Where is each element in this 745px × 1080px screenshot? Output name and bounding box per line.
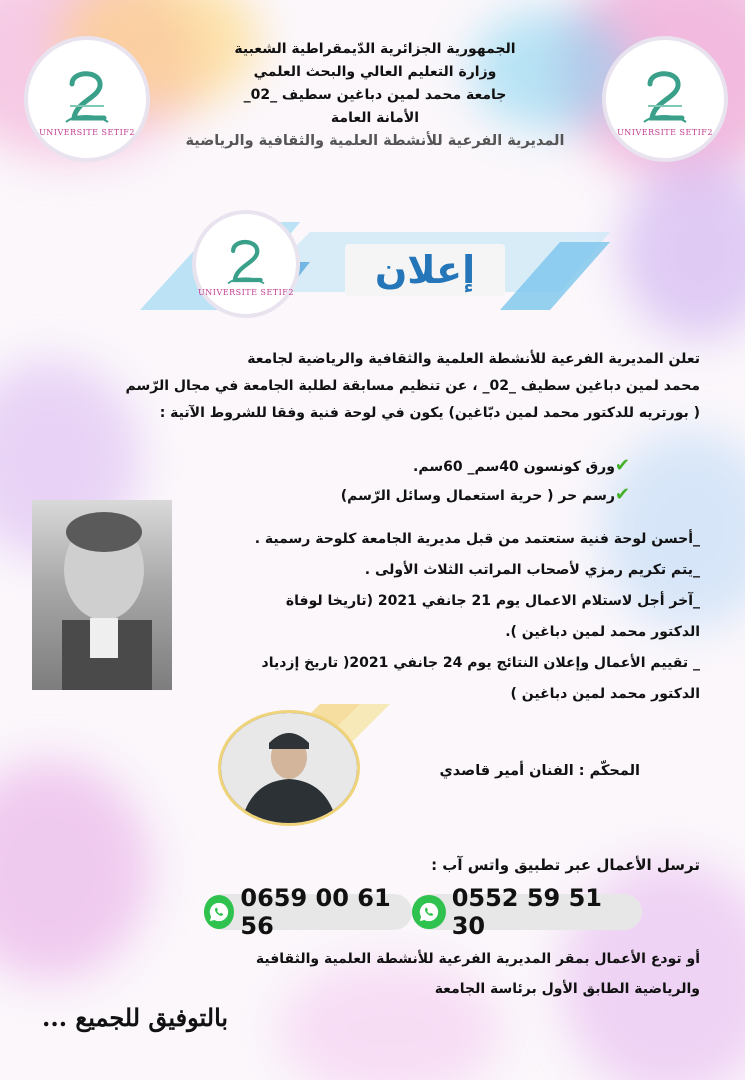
document-header xyxy=(150,38,600,153)
logo-caption: UNIVERSITE SETIF2 xyxy=(39,127,135,137)
send-instructions: ترسل الأعمال عبر تطبيق واتس آب : xyxy=(431,856,700,874)
university-logo-right xyxy=(606,40,724,158)
rules-list xyxy=(180,524,700,710)
rule-item: الدكتور محمد لمين دباغين ) xyxy=(510,686,700,702)
header-republic: الجمهورية الجزائرية الدّيمقراطية الشعبية xyxy=(234,41,516,57)
university-emblem-icon xyxy=(216,232,276,292)
condition-item xyxy=(330,452,630,481)
rule-item: _ تقييم الأعمال وإعلان النتائج يوم 24 جانفي 2021( تاريخ إزدياد xyxy=(261,655,700,671)
rule-item: _أحسن لوحة فنية ستعتمد من قبل مديرية الجامعة كلوحة رسمية . xyxy=(254,531,700,547)
rule-item: _آخر أجل لاستلام الاعمال يوم 21 جانفي 2021 (تاريخا لوفاة xyxy=(285,593,700,609)
whatsapp-icon xyxy=(412,895,446,929)
condition-text: رسم حر ( حرية استعمال وسائل الرّسم) xyxy=(340,488,615,504)
university-logo-left xyxy=(28,40,146,158)
whatsapp-number-left xyxy=(204,884,412,940)
announcement-title: إعلان xyxy=(345,244,505,296)
header-university: جامعة محمد لمين دباغين سطيف _02_ xyxy=(243,87,507,103)
closing-wish: بالتوفيق للجميع ... xyxy=(42,1003,229,1032)
deposit-paragraph xyxy=(60,944,700,1004)
check-icon: ✔ xyxy=(614,484,630,505)
intro-line: تعلن المديرية الفرعية للأنشطة العلمية والثقافية والرياضية لجامعة xyxy=(247,351,700,367)
intro-line: ( بورتريه للدكتور محمد لمين دبّاغين) يكون في لوحة فنية وفقا للشروط الآتية : xyxy=(159,405,700,421)
judge-label: المحكّم : الفنان أمير قاصدي xyxy=(439,763,640,779)
deposit-line: والرياضية الطابق الأول برئاسة الجامعة xyxy=(434,981,700,997)
check-icon: ✔ xyxy=(614,455,630,476)
university-emblem-icon xyxy=(52,62,122,132)
logo-caption: UNIVERSITE SETIF2 xyxy=(617,127,713,137)
whatsapp-number-right xyxy=(412,884,642,940)
whatsapp-icon xyxy=(204,895,234,929)
judge-photo xyxy=(218,710,360,826)
header-directorate: المديرية الفرعية للأنشطة العلمية والثقافية والرياضية xyxy=(185,133,565,149)
rule-item: _يتم تكريم رمزي لأصحاب المراتب الثلاث الأولى . xyxy=(364,562,700,578)
intro-paragraph xyxy=(70,346,700,427)
rule-item: الدكتور محمد لمين دباغين ). xyxy=(505,624,700,640)
logo-caption: UNIVERSITE SETIF2 xyxy=(198,287,294,297)
conditions-list xyxy=(330,452,630,510)
deposit-line: أو تودع الأعمال بمقر المديرية الفرعية للأنشطة العلمية والثقافية xyxy=(255,951,700,967)
phone-number: 0659 00 61 56 xyxy=(240,884,391,940)
university-logo-center xyxy=(196,214,296,314)
condition-item xyxy=(330,481,630,510)
portrait-photo xyxy=(32,500,172,690)
condition-text: ورق كونسون 40سم_ 60سم. xyxy=(413,459,615,475)
phone-number: 0552 59 51 30 xyxy=(451,884,602,940)
header-ministry: وزارة التعليم العالي والبحث العلمي xyxy=(253,64,497,80)
header-secretariat: الأمانة العامة xyxy=(330,110,420,126)
intro-line: محمد لمين دباغين سطيف _02_ ، عن تنظيم مسابقة لطلبة الجامعة في مجال الرّسم xyxy=(125,378,700,394)
university-emblem-icon xyxy=(630,62,700,132)
